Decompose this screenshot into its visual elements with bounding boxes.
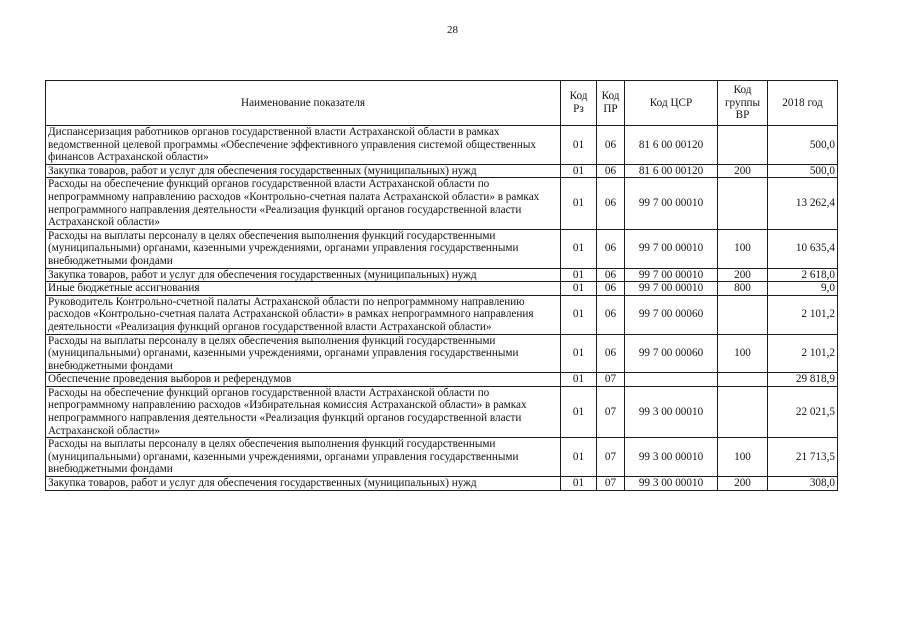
cell-csr: 99 3 00 00010 bbox=[625, 477, 718, 491]
cell-vr: 100 bbox=[718, 229, 768, 268]
cell-amount: 22 021,5 bbox=[768, 386, 838, 437]
cell-csr: 99 3 00 00010 bbox=[625, 438, 718, 477]
cell-vr: 200 bbox=[718, 164, 768, 178]
cell-rz: 01 bbox=[561, 178, 597, 229]
table-body bbox=[46, 126, 838, 491]
cell-vr: 200 bbox=[718, 477, 768, 491]
cell-name: Диспансеризация работников органов государственной власти Астраханской области в рамках ведомственной целевой программы «Обеспечение эффективного управления системой общественных финансов Астраханской области» bbox=[46, 126, 561, 165]
cell-name: Закупка товаров, работ и услуг для обеспечения государственных (муниципальных) нужд bbox=[46, 477, 561, 491]
cell-csr: 99 3 00 00010 bbox=[625, 386, 718, 437]
page-number: 28 bbox=[447, 24, 458, 36]
cell-vr: 100 bbox=[718, 334, 768, 373]
cell-csr: 99 7 00 00010 bbox=[625, 178, 718, 229]
cell-amount: 9,0 bbox=[768, 282, 838, 296]
table-row bbox=[46, 373, 838, 387]
table-row bbox=[46, 334, 838, 373]
column-header-vr: Код группы ВР bbox=[718, 81, 768, 126]
cell-amount: 21 713,5 bbox=[768, 438, 838, 477]
column-header-name: Наименование показателя bbox=[46, 81, 561, 126]
column-header-rz: Код Рз bbox=[561, 81, 597, 126]
cell-amount: 10 635,4 bbox=[768, 229, 838, 268]
cell-name: Расходы на выплаты персоналу в целях обеспечения выполнения функций государственными (муниципальными) органами, казенными учреждениями, органами управления государственными внебюджетными фондами bbox=[46, 438, 561, 477]
cell-name: Закупка товаров, работ и услуг для обеспечения государственных (муниципальных) нужд bbox=[46, 268, 561, 282]
cell-rz: 01 bbox=[561, 334, 597, 373]
table-row bbox=[46, 477, 838, 491]
cell-vr: 100 bbox=[718, 438, 768, 477]
column-header-amount: 2018 год bbox=[768, 81, 838, 126]
table-row bbox=[46, 438, 838, 477]
table-row bbox=[46, 229, 838, 268]
cell-name: Руководитель Контрольно-счетной палаты Астраханской области по непрограммному направлению расходов «Контрольно-счетная палата Астраханской области» в рамках непрограммного направления деятельности «Реализация функций органов государственной власти Астраханской области» bbox=[46, 295, 561, 334]
cell-rz: 01 bbox=[561, 438, 597, 477]
cell-vr bbox=[718, 373, 768, 387]
cell-pr: 06 bbox=[597, 295, 625, 334]
table-row bbox=[46, 282, 838, 296]
cell-rz: 01 bbox=[561, 126, 597, 165]
cell-vr: 200 bbox=[718, 268, 768, 282]
table-row bbox=[46, 126, 838, 165]
cell-rz: 01 bbox=[561, 373, 597, 387]
cell-pr: 07 bbox=[597, 477, 625, 491]
table-row bbox=[46, 268, 838, 282]
cell-pr: 06 bbox=[597, 178, 625, 229]
cell-csr: 99 7 00 00010 bbox=[625, 282, 718, 296]
cell-name: Обеспечение проведения выборов и референдумов bbox=[46, 373, 561, 387]
cell-vr bbox=[718, 178, 768, 229]
cell-pr: 07 bbox=[597, 373, 625, 387]
table-row bbox=[46, 295, 838, 334]
cell-vr: 800 bbox=[718, 282, 768, 296]
cell-pr: 07 bbox=[597, 386, 625, 437]
column-header-csr: Код ЦСР bbox=[625, 81, 718, 126]
cell-name: Расходы на выплаты персоналу в целях обеспечения выполнения функций государственными (муниципальными) органами, казенными учреждениями, органами управления государственными внебюджетными фондами bbox=[46, 229, 561, 268]
budget-table bbox=[45, 80, 838, 491]
cell-amount: 29 818,9 bbox=[768, 373, 838, 387]
cell-vr bbox=[718, 386, 768, 437]
cell-pr: 06 bbox=[597, 164, 625, 178]
cell-amount: 2 618,0 bbox=[768, 268, 838, 282]
cell-rz: 01 bbox=[561, 477, 597, 491]
cell-rz: 01 bbox=[561, 268, 597, 282]
cell-amount: 2 101,2 bbox=[768, 295, 838, 334]
cell-name: Расходы на обеспечение функций органов государственной власти Астраханской области по непрограммному направлению расходов «Контрольно-счетная палата Астраханской области» в рамках непрограммного направления деятельности «Реализация функций органов государственной власти Астраханской области» bbox=[46, 178, 561, 229]
cell-name: Расходы на обеспечение функций органов государственной власти Астраханской области по непрограммному направлению расходов «Избирательная комиссия Астраханской области» в рамках непрограммного направления деятельности «Реализация функций органов государственной власти Астраханской области» bbox=[46, 386, 561, 437]
cell-rz: 01 bbox=[561, 295, 597, 334]
cell-name: Закупка товаров, работ и услуг для обеспечения государственных (муниципальных) нужд bbox=[46, 164, 561, 178]
cell-amount: 13 262,4 bbox=[768, 178, 838, 229]
cell-csr: 81 6 00 00120 bbox=[625, 164, 718, 178]
cell-pr: 06 bbox=[597, 268, 625, 282]
table-row bbox=[46, 178, 838, 229]
table-row bbox=[46, 386, 838, 437]
cell-rz: 01 bbox=[561, 164, 597, 178]
column-header-pr: Код ПР bbox=[597, 81, 625, 126]
cell-csr: 81 6 00 00120 bbox=[625, 126, 718, 165]
cell-vr bbox=[718, 126, 768, 165]
cell-name: Иные бюджетные ассигнования bbox=[46, 282, 561, 296]
table-row bbox=[46, 164, 838, 178]
cell-rz: 01 bbox=[561, 282, 597, 296]
cell-rz: 01 bbox=[561, 229, 597, 268]
cell-amount: 500,0 bbox=[768, 164, 838, 178]
cell-amount: 308,0 bbox=[768, 477, 838, 491]
cell-amount: 2 101,2 bbox=[768, 334, 838, 373]
cell-pr: 06 bbox=[597, 282, 625, 296]
cell-pr: 06 bbox=[597, 126, 625, 165]
cell-rz: 01 bbox=[561, 386, 597, 437]
cell-name: Расходы на выплаты персоналу в целях обеспечения выполнения функций государственными (муниципальными) органами, казенными учреждениями, органами управления государственными внебюджетными фондами bbox=[46, 334, 561, 373]
table-header-row bbox=[46, 81, 838, 126]
cell-vr bbox=[718, 295, 768, 334]
cell-pr: 06 bbox=[597, 229, 625, 268]
cell-pr: 06 bbox=[597, 334, 625, 373]
cell-csr: 99 7 00 00010 bbox=[625, 268, 718, 282]
cell-csr bbox=[625, 373, 718, 387]
cell-csr: 99 7 00 00060 bbox=[625, 334, 718, 373]
cell-csr: 99 7 00 00010 bbox=[625, 229, 718, 268]
cell-pr: 07 bbox=[597, 438, 625, 477]
cell-amount: 500,0 bbox=[768, 126, 838, 165]
cell-csr: 99 7 00 00060 bbox=[625, 295, 718, 334]
